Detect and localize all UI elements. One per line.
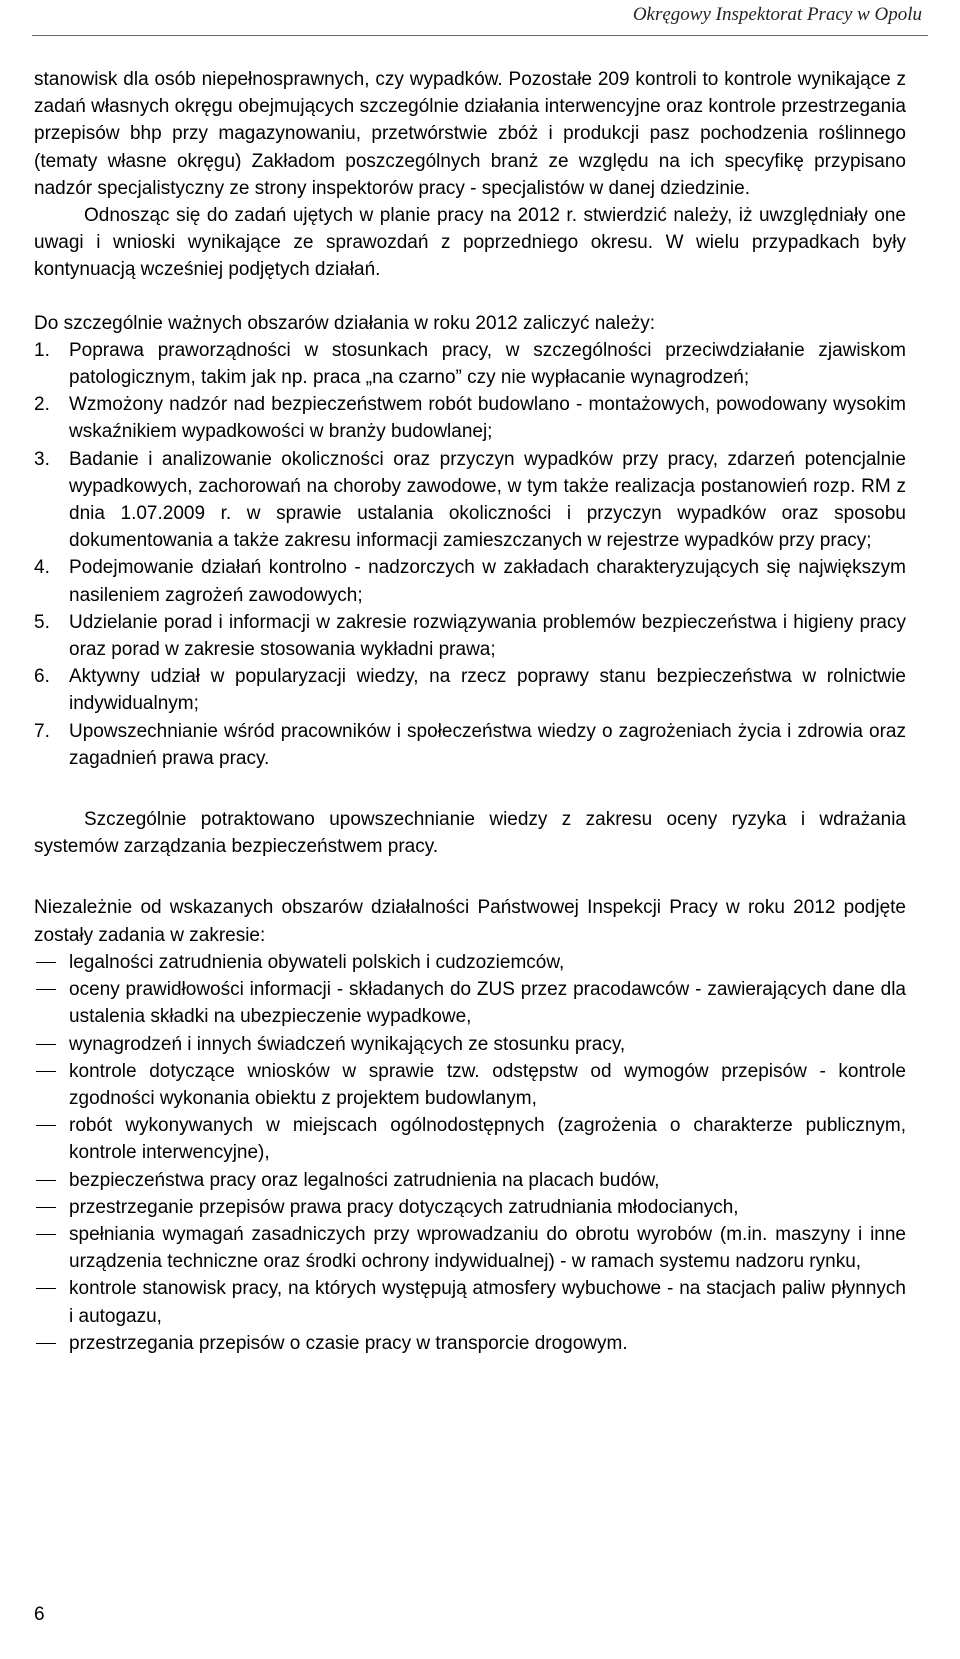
list-number: 1.: [34, 339, 50, 361]
list-number: 4.: [34, 557, 50, 579]
tasks-intro: Niezależnie od wskazanych obszarów działalności Państwowej Inspekcji Pracy w roku 2012 podjęte zostały zadania w zakresie:: [34, 897, 906, 946]
dash-bullet-icon: [36, 1288, 56, 1289]
list-item: [34, 1330, 906, 1357]
list-item: [34, 1058, 906, 1112]
list-item: [34, 391, 906, 445]
dash-bullet-icon: [36, 1044, 56, 1045]
list-item: [34, 554, 906, 608]
list-item-text: kontrole stanowisk pracy, na których występują atmosfery wybuchowe - na stacjach paliw płynnych i autogazu,: [69, 1278, 906, 1327]
dash-bullet-icon: [36, 962, 56, 963]
list-number: 2.: [34, 394, 50, 416]
tasks-list: [34, 949, 906, 1357]
list-item-text: Poprawa praworządności w stosunkach pracy, w szczególności przeciwdziałanie zjawiskom patologicznym, takim jak np. praca „na czarno” czy nie wypłacanie wynagrodzeń;: [69, 339, 906, 389]
list-number: 7.: [34, 720, 50, 742]
list-item: [34, 1194, 906, 1221]
paragraph-continuation: stanowisk dla osób niepełnosprawnych, czy wypadków. Pozostałe 209 kontroli to kontrole wynikające z zadań własnych okręgu obejmujących szczególnie działania interwencyjne oraz kontrole przestrzegania przepisów bhp przy magazynowaniu, przetwórstwie zbóż i produkcji pasz pochodzenia roślinnego (tematy własne okręgu) Zakładom poszczególnych branż ze względu na ich specyfikę przypisano nadzór specjalistyczny ze strony inspektorów pracy - specjalistów w danej dziedzinie.: [34, 69, 906, 199]
list-item-text: robót wykonywanych w miejscach ogólnodostępnych (zagrożenia o charakterze publicznym, kontrole interwencyjne),: [69, 1115, 906, 1164]
list-item-text: Udzielanie porad i informacji w zakresie rozwiązywania problemów bezpieczeństwa i higieny pracy oraz porad w zakresie stosowania wykładni prawa;: [69, 611, 906, 661]
paragraph-plan-summary: Odnosząc się do zadań ujętych w planie pracy na 2012 r. stwierdzić należy, iż uwzględniały one uwagi i wnioski wynikające ze sprawozdań z poprzedniego okresu. W wielu przypadkach były kontynuacją wcześniej podjętych działań.: [34, 205, 906, 281]
running-header: Okręgowy Inspektorat Pracy w Opolu: [632, 4, 922, 25]
list-item-text: spełniania wymagań zasadniczych przy wprowadzaniu do obrotu wyrobów (m.in. maszyny i inne urządzenia techniczne oraz środki ochrony indywidualnej) - w ramach systemu nadzoru rynku,: [69, 1223, 906, 1273]
list-item-text: Badanie i analizowanie okoliczności oraz przyczyn wypadków przy pracy, zdarzeń potencjalnie wypadkowych, zachorowań na choroby zawodowe, w tym także realizacja postanowień rozp. RM z dnia 1.07.2009 r. w sprawie ustalania okoliczności i przyczyn wypadków oraz sposobu dokumentowania a także zakresu informacji zamieszczanych w rejestrze wypadków przy pracy;: [69, 448, 906, 552]
list-item: [34, 609, 906, 663]
list-item-text: Upowszechnianie wśród pracowników i społeczeństwa wiedzy o zagrożeniach życia i zdrowia oraz zagadnień prawa pracy.: [69, 720, 906, 769]
list-item-text: przestrzegania przepisów o czasie pracy w transporcie drogowym.: [69, 1332, 628, 1354]
list-number: 6.: [34, 666, 50, 688]
dash-bullet-icon: [36, 1207, 56, 1208]
paragraph-risk-assessment: Szczególnie potraktowano upowszechnianie wiedzy z zakresu oceny ryzyka i wdrażania systemów zarządzania bezpieczeństwem pracy.: [34, 809, 906, 858]
list-item: [34, 663, 906, 717]
list-item-text: kontrole dotyczące wniosków w sprawie tzw. odstępstw od wymogów przepisów - kontrole zgodności wykonania obiektu z projektem budowlanym,: [69, 1060, 906, 1109]
list-item-text: wynagrodzeń i innych świadczeń wynikających ze stosunku pracy,: [69, 1033, 626, 1055]
list-item: [34, 1112, 906, 1166]
list-item: [34, 1275, 906, 1329]
list-item-text: legalności zatrudnienia obywateli polskich i cudzoziemców,: [69, 951, 565, 973]
list-item: [34, 1167, 906, 1194]
list-item: [34, 718, 906, 772]
list-item-text: bezpieczeństwa pracy oraz legalności zatrudnienia na placach budów,: [69, 1169, 660, 1191]
list-item-text: Podejmowanie działań kontrolno - nadzorczych w zakładach charakteryzujących się największym nasileniem zagrożeń zawodowych;: [69, 557, 906, 606]
dash-bullet-icon: [36, 1071, 56, 1072]
list-item-text: przestrzeganie przepisów prawa pracy dotyczących zatrudniania młodocianych,: [69, 1196, 739, 1218]
page-body: [34, 66, 906, 1357]
list-item-text: Wzmożony nadzór nad bezpieczeństwem robót budowlano - montażowych, powodowany wysokim wskaźnikiem wypadkowości w branży budowlanej;: [69, 394, 906, 443]
header-divider: [32, 35, 928, 36]
dash-bullet-icon: [36, 1125, 56, 1126]
priority-areas-list: [34, 337, 906, 772]
list-number: 5.: [34, 611, 50, 633]
page-number: 6: [34, 1604, 45, 1625]
dash-bullet-icon: [36, 989, 56, 990]
list-item: [34, 337, 906, 391]
areas-intro: Do szczególnie ważnych obszarów działania w roku 2012 zaliczyć należy:: [34, 312, 655, 334]
dash-bullet-icon: [36, 1234, 56, 1235]
list-number: 3.: [34, 448, 50, 470]
list-item-text: Aktywny udział w popularyzacji wiedzy, na rzecz poprawy stanu bezpieczeństwa w rolnictwie indywidualnym;: [69, 666, 906, 715]
list-item: [34, 446, 906, 555]
list-item: [34, 1221, 906, 1275]
list-item: [34, 976, 906, 1030]
list-item: [34, 949, 906, 976]
dash-bullet-icon: [36, 1343, 56, 1344]
list-item-text: oceny prawidłowości informacji - składanych do ZUS przez pracodawców - zawierających dane dla ustalenia składki na ubezpieczenie wypadkowe,: [69, 979, 906, 1028]
dash-bullet-icon: [36, 1180, 56, 1181]
list-item: [34, 1031, 906, 1058]
